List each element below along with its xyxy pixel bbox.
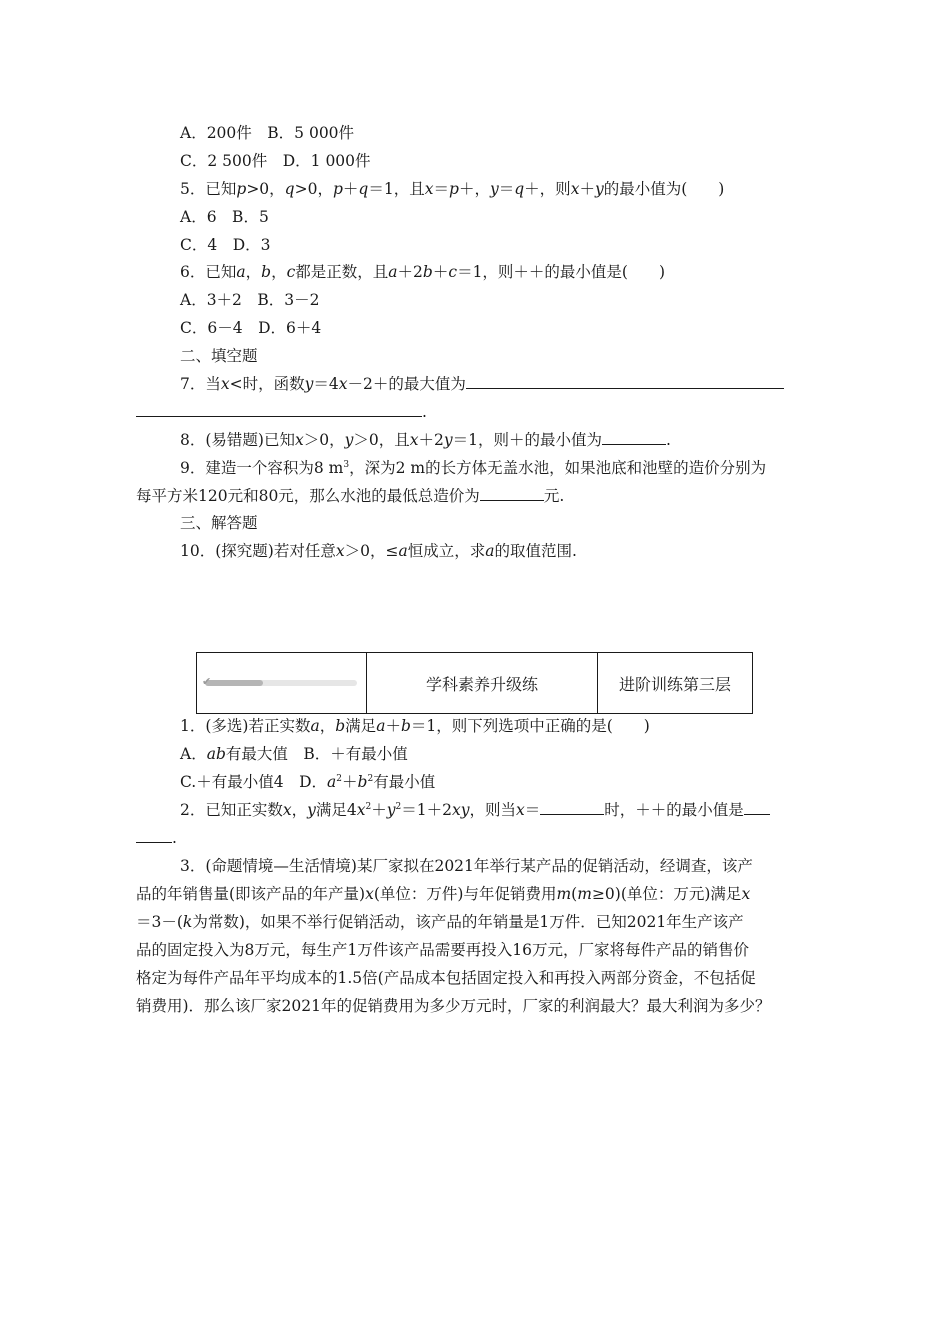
- answer-blank[interactable]: [540, 800, 604, 815]
- problem-2-cont: .: [136, 828, 177, 848]
- question-9: 9．建造一个容积为8 $m^3$，深为2 m的长方体无盖水池，如果池底和池壁的造价分别为: [180, 459, 767, 477]
- problem-3-line-3: ＝3－(k为常数)，如果不举行促销活动，该产品的年销量是1万件．已知2021年生产该产: [136, 913, 744, 931]
- answer-blank[interactable]: [744, 800, 770, 815]
- question-7-cont: .: [136, 402, 427, 422]
- problem-3-line-2: 品的年销售量(即该产品的年产量)x(单位：万件)与年促销费用m(m≥0)(单位：万元)满足x: [136, 885, 751, 903]
- answer-blank[interactable]: [480, 486, 544, 501]
- banner-level: 进阶训练第三层: [618, 674, 731, 694]
- problem-1-options-ab: A．ab有最大值 B．＋有最小值: [180, 745, 408, 763]
- check-icon: ✔: [202, 675, 212, 688]
- q5-options-cd: C．4 D．3: [180, 236, 271, 254]
- answer-blank[interactable]: [136, 402, 422, 417]
- problem-3-line-5: 格定为每件产品年平均成本的1.5倍(产品成本包括固定投入和再投入两部分资金，不包括促: [136, 969, 756, 987]
- q5-options-ab: A．6 B．5: [180, 208, 269, 226]
- question-8: 8．(易错题)已知x＞0，y＞0，且x＋2y＝1，则＋的最小值为 .: [180, 431, 671, 449]
- question-9-cont: 每平方米120元和80元，那么水池的最低总造价为 元.: [136, 487, 565, 505]
- problem-1-options-cd: C.＋有最小值4 D．$a^2+b^2$有最小值: [180, 773, 436, 791]
- q6-options-cd: C．6－4 D．6＋4: [180, 319, 322, 337]
- problem-2: 2．已知正实数x，y满足$4x^2+y^2=1+2xy$，则当x＝ 时，＋＋的最小值是: [180, 800, 770, 820]
- banner-progress-cell: [197, 653, 367, 713]
- question-7: 7．当x<时，函数y＝4x－2＋的最大值为: [180, 374, 784, 394]
- q6-options-ab: A．3＋2 B．3－2: [180, 291, 320, 309]
- q4-options-ab: A．200件 B．5 000件: [180, 124, 355, 142]
- answer-blank[interactable]: [466, 374, 784, 389]
- problem-3-line-4: 品的固定投入为8万元，每生产1万件该产品需要再投入16万元，厂家将每件产品的销售价: [136, 941, 749, 959]
- section-solve: 三、解答题: [180, 514, 258, 532]
- progress-fill: [205, 680, 263, 686]
- question-5: 5．已知p>0，q>0，p＋q＝1，且x＝p＋，y＝q＋，则x＋y的最小值为( ): [180, 180, 725, 198]
- section-fill-in: 二、填空题: [180, 347, 258, 365]
- progress-bar: [202, 675, 357, 688]
- problem-1: 1．(多选)若正实数a，b满足a＋b＝1，则下列选项中正确的是( ): [180, 717, 650, 735]
- question-10: 10．(探究题)若对任意x＞0，≤a恒成立，求a的取值范围.: [180, 542, 577, 560]
- section-banner: [196, 652, 753, 714]
- question-6: 6．已知a，b，c都是正数，且a＋2b＋c＝1，则＋＋的最小值是( ): [180, 263, 666, 281]
- problem-3-line-6: 销费用)．那么该厂家2021年的促销费用为多少万元时，厂家的利润最大？最大利润为多少？: [136, 997, 771, 1015]
- answer-blank[interactable]: [136, 828, 172, 843]
- answer-blank[interactable]: [602, 430, 666, 445]
- banner-title: 学科素养升级练: [367, 653, 598, 713]
- problem-3-line-1: 3．(命题情境—生活情境)某厂家拟在2021年举行某产品的促销活动，经调查，该产: [180, 857, 753, 875]
- q4-options-cd: C．2 500件 D．1 000件: [180, 152, 371, 170]
